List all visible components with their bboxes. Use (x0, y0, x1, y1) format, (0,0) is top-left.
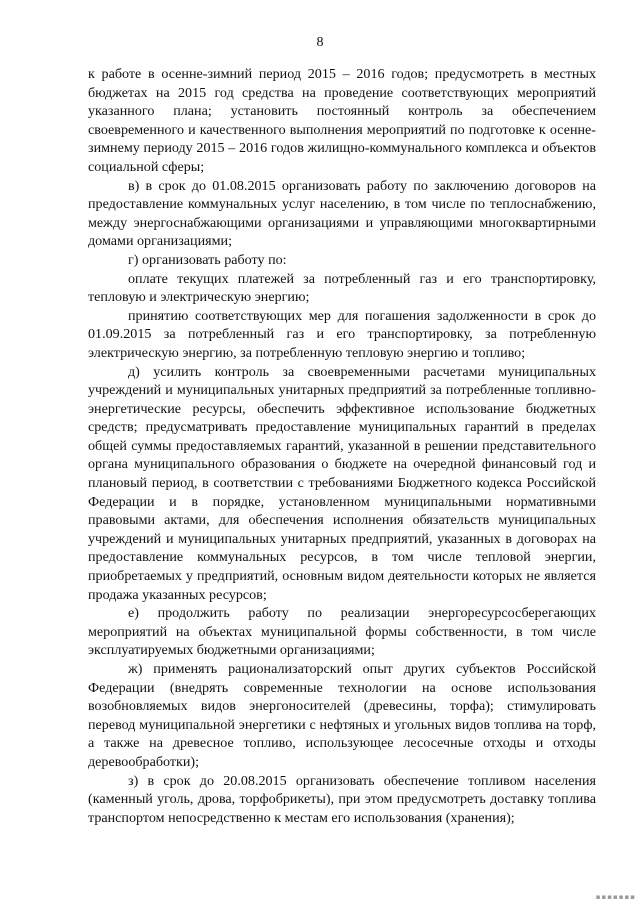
paragraph-item-zh: ж) применять рационализаторский опыт других субъектов Российской Федерации (внедрять современные технологии на основе использования возобновляемых видов энергоносителей (древесины, торфа); стимулировать перевод муниципальной энергетики с нефтяных и угольных видов топлива на торф, а также на древесное топливо, использующее лесосечные отходы и отходы деревообработки); (88, 661, 596, 770)
document-body (88, 65, 596, 827)
paragraph-item-e: е) продолжить работу по реализации энергоресурсосберегающих мероприятий на объектах муниципальной формы собственности, в том числе эксплуатируемых бюджетными организациями; (88, 605, 596, 659)
paragraph-subitem-debt-repayment: принятию соответствующих мер для погашения задолженности в срок до 01.09.2015 за потребленный газ и его транспортировку, за потребленную электрическую энергию, за потребленную тепловую энергию и топливо; (88, 307, 596, 361)
paragraph-subitem-current-payments: оплате текущих платежей за потребленный газ и его транспортировку, тепловую и электрическую энергию; (88, 270, 596, 306)
paragraph-item-z: з) в срок до 20.08.2015 организовать обеспечение топливом населения (каменный уголь, дрова, торфобрикеты), при этом предусмотреть доставку топлива транспортом непосредственно к местам его использования (хранения); (88, 772, 596, 826)
paragraph-item-g: г) организовать работу по: (128, 251, 287, 268)
paragraph-item-d: д) усилить контроль за своевременными расчетами муниципальных учреждений и муниципальных унитарных предприятий за потребленные топливно-энергетические ресурсы, обеспечить эффективное использование бюджетных средств; предусматривать предоставление муниципальных гарантий в пределах общей суммы предоставляемых гарантий, указанной в решении представительного органа муниципального образования о бюджете на очередной финансовый год и плановый период, в соответствии с требованиями Бюджетного кодекса Российской Федерации и в порядке, установленном муниципальными нормативными правовыми актами, для обеспечения исполнения обязательств муниципальных учреждений и муниципальных унитарных предприятий, указанных в договорах на предоставление коммунальных ресурсов, в том числе тепловой энергии, приобретаемых у предприятий, основным видом деятельности которых не является продажа указанных ресурсов; (88, 363, 596, 603)
paragraph-continuation: к работе в осенне-зимний период 2015 – 2016 годов; предусмотреть в местных бюджетах на 2015 год средства на проведение соответствующих мероприятий указанного плана; установить постоянный контроль за обеспечением своевременного и качественного выполнения мероприятий по подготовке к осенне-зимнему периоду 2015 – 2016 годов жилищно-коммунального комплекса и объектов социальной сферы; (88, 66, 596, 175)
paragraph-item-v: в) в срок до 01.08.2015 организовать работу по заключению договоров на предоставление коммунальных услуг населению, в том числе по теплоснабжению, между энергоснабжающими организациями и управляющими многоквартирными домами организациями; (88, 177, 596, 250)
scan-corner-mark: ▪▪▪▪▪▪▪ (595, 893, 636, 901)
page-number: 8 (316, 35, 324, 50)
